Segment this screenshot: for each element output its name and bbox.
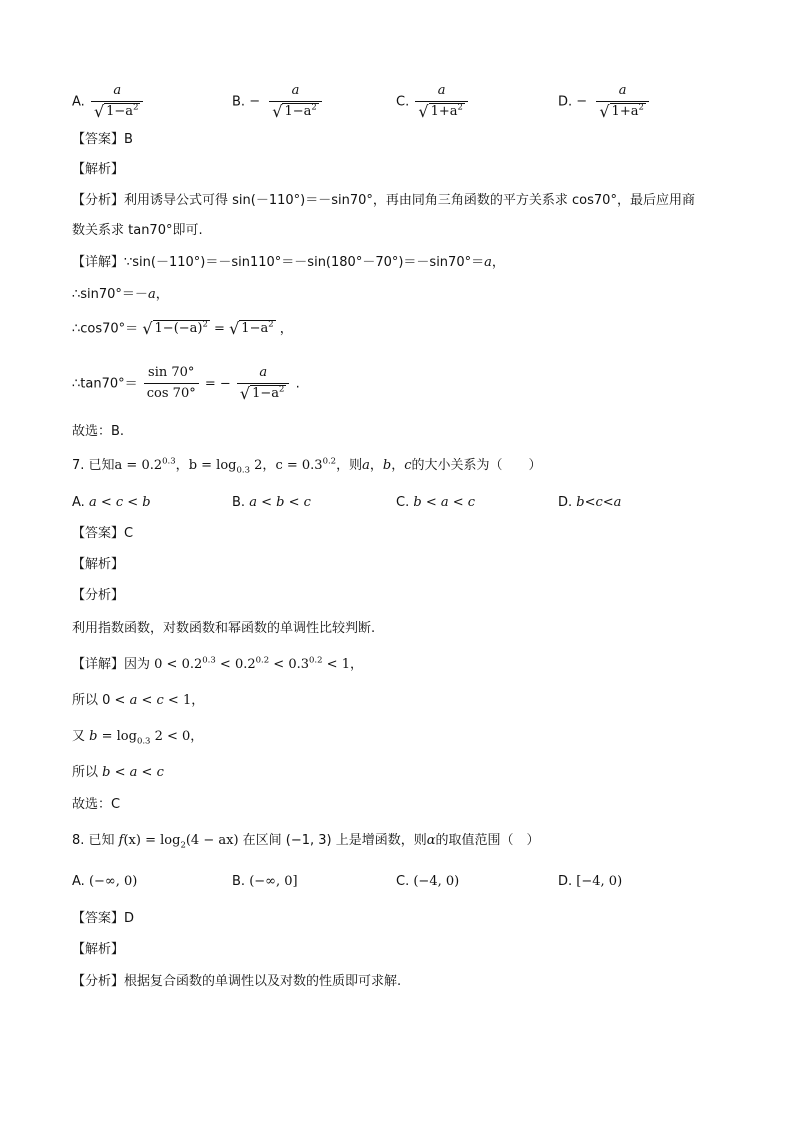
q6-option-b: B. − a √ $1-a^2$	[232, 82, 324, 122]
q7-detail-line3: 又 $b = \log_{0.3} 2 < 0$，	[72, 729, 204, 747]
q7-fenxi-text: 利用指数函数，对数函数和幂函数的单调性比较判断.	[72, 621, 376, 636]
q7-detail-line4: 所以 b < a < c	[72, 765, 164, 780]
q7-detail-line2: 所以 0 < a < c < 1，	[72, 693, 205, 708]
q8-option-a: A. (−∞, 0)	[72, 874, 138, 889]
sqrt-expression: √ $1-(-a)^2$	[142, 319, 208, 338]
q7-analysis-heading: 【解析】	[72, 557, 125, 572]
fraction: a √ $1-a^2$	[91, 82, 144, 122]
q8-answer: 【答案】D	[72, 911, 135, 926]
q8-stem: 8. 已知 $f(x) = \log_2(4 - ax)$ 在区间 (−1, 3) 上是增函数，则α的取值范围（ ）	[72, 833, 540, 851]
q6-choose: 故选：B.	[72, 424, 125, 439]
q6-detail-line4: ∴tan70°＝ $\frac{\sin 70^\circ}{\cos 70^\circ}$ = − a √ $1-a^2$ .	[72, 365, 300, 403]
q7-option-a: A. a < c < b	[72, 495, 151, 510]
q6-answer: 【答案】B	[72, 132, 133, 147]
q7-option-b: B. a < b < c	[232, 495, 311, 510]
sqrt-expression: √ $1-a^2$	[229, 319, 274, 338]
q7-option-c: C. b < a < c	[396, 495, 476, 510]
q8-option-d: D. [−4, 0)	[558, 874, 623, 889]
q8-option-c: C. (−4, 0)	[396, 874, 460, 889]
q8-option-b: B. (−∞, 0]	[232, 874, 298, 889]
q7-detail-line1: 【详解】因为 $0 < 0.2^{0.3} < 0.2^{0.2} < 0.3^{0.2} < 1$，	[72, 655, 363, 672]
q7-option-d: D. b<c<a	[558, 495, 622, 510]
q6-detail-line3: ∴cos70°＝ √ $1-(-a)^2$ = √ $1-a^2$ ，	[72, 319, 293, 338]
fraction: a √ $1-a^2$	[269, 82, 322, 122]
q7-stem: 7. 已知$a = 0.2^{0.3}$，$b = \log_{0.3} 2$，$c = 0.3^{0.2}$，则a，b，c的大小关系为（ ）	[72, 456, 542, 476]
q7-fenxi-heading: 【分析】	[72, 588, 125, 603]
q6-fenxi-line2: 数关系求 tan70°即可.	[72, 223, 203, 238]
q8-fenxi: 【分析】根据复合函数的单调性以及对数的性质即可求解.	[72, 974, 402, 989]
q6-detail-line2: ∴sin70°＝－a，	[72, 287, 169, 302]
q6-fenxi-line1: 【分析】利用诱导公式可得 sin(－110°)＝－sin70°，再由同角三角函数的平方关系求 cos70°，最后应用商	[72, 193, 695, 208]
fraction: $\frac{\sin 70^\circ}{\cos 70^\circ}$	[144, 364, 199, 403]
q6-option-a: A. a √ $1-a^2$	[72, 82, 145, 122]
q6-analysis-heading: 【解析】	[72, 162, 125, 177]
q7-answer: 【答案】C	[72, 526, 134, 541]
fraction: a √ $1-a^2$	[237, 364, 290, 404]
q6-detail-line1: 【详解】∵sin(－110°)＝－sin110°＝－sin(180°－70°)＝－sin70°＝a，	[72, 255, 505, 270]
fraction: a √ $1+a^2$	[596, 82, 649, 122]
q6-option-c: C. a √ $1+a^2$	[396, 82, 470, 122]
q6-option-d: D. − a √ $1+a^2$	[558, 82, 651, 122]
fraction: a √ $1+a^2$	[415, 82, 468, 122]
q8-analysis-heading: 【解析】	[72, 942, 125, 957]
q7-choose: 故选：C	[72, 797, 121, 812]
